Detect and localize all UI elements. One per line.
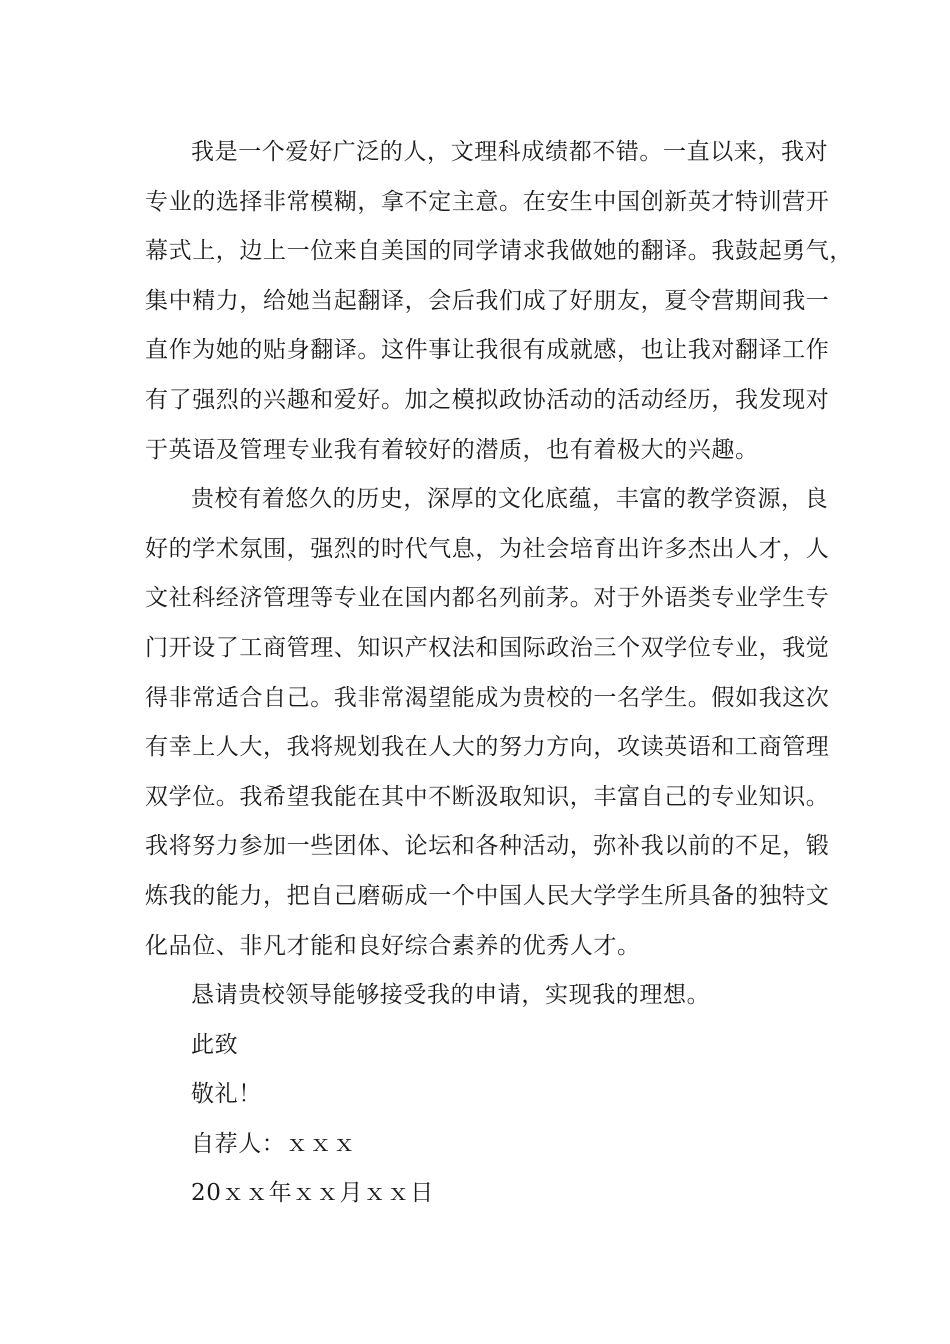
text-line: 幕式上，边上一位来自美国的同学请求我做她的翻译。我鼓起勇气， [145,238,853,265]
text-line: 直作为她的贴身翻译。这件事让我很有成就感，也让我对翻译工作 [145,337,830,364]
salute-line: 敬礼！ [191,1081,262,1108]
text-line: 贵校有着悠久的历史，深厚的文化底蕴，丰富的教学资源，良 [191,486,829,513]
text-line: 双学位。我希望我能在其中不断汲取知识，丰富自己的专业知识。 [145,783,830,810]
text-line: 化品位、非凡才能和良好综合素养的优秀人才。 [145,932,641,959]
date-line: 20ｘｘ年ｘｘ月ｘｘ日 [191,1180,434,1207]
text-line: 专业的选择非常模糊，拿不定主意。在安生中国创新英才特训营开 [145,188,830,215]
text-line: 好的学术氛围，强烈的时代气息，为社会培育出许多杰出人才，人 [145,535,830,562]
text-line: 得非常适合自己。我非常渴望能成为贵校的一名学生。假如我这次 [145,684,830,711]
signature-line: 自荐人：ｘｘｘ [191,1130,357,1157]
paragraph-2 [145,475,835,971]
paragraph-3: 恳请贵校领导能够接受我的申请，实现我的理想。 [191,982,711,1009]
text-line: 我将努力参加一些团体、论坛和各种活动，弥补我以前的不足，锻 [145,833,830,860]
text-line: 炼我的能力，把自己磨砺成一个中国人民大学学生所具备的独特文 [145,882,830,909]
text-line: 有幸上人大，我将规划我在人大的努力方向，攻读英语和工商管理 [145,734,830,761]
text-line: 我是一个爱好广泛的人，文理科成绩都不错。一直以来，我对 [191,139,829,165]
letter-body [145,128,853,1219]
paragraph-1 [145,128,853,475]
closing-line: 此致 [191,1031,239,1058]
text-line: 有了强烈的兴趣和爱好。加之模拟政协活动的活动经历，我发现对 [145,386,830,413]
text-line: 集中精力，给她当起翻译，会后我们成了好朋友，夏令营期间我一 [145,287,830,314]
text-line: 门开设了工商管理、知识产权法和国际政治三个双学位专业，我觉 [145,634,830,661]
text-line: 于英语及管理专业我有着较好的潜质，也有着极大的兴趣。 [145,436,759,463]
text-line: 文社科经济管理等专业在国内都名列前茅。对于外语类专业学生专 [145,585,830,612]
